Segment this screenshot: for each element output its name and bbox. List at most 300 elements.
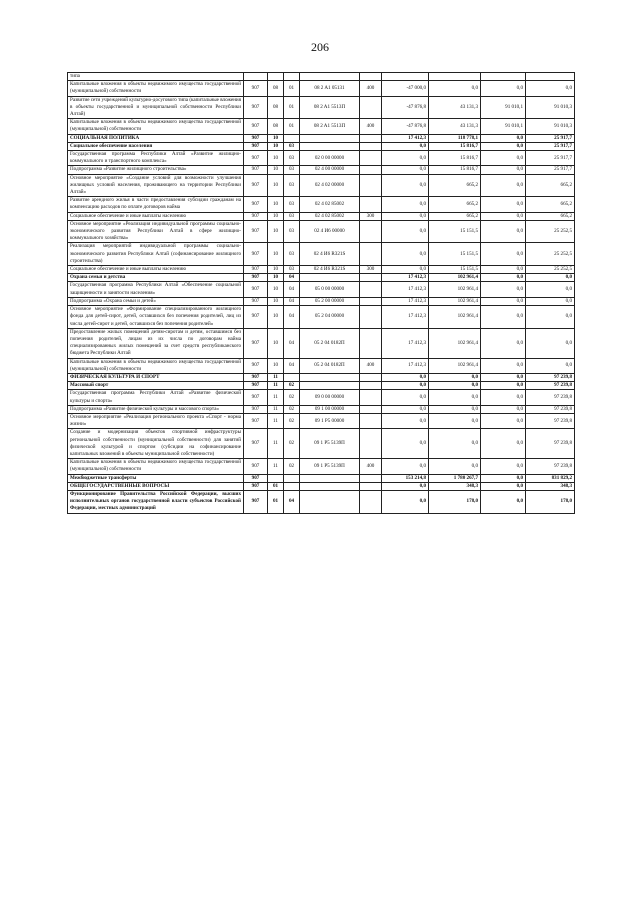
subsection-code: 03 [284,166,300,174]
amount-change: 0,0 [382,405,429,413]
target-article-code [300,474,360,482]
amount-change: 0,0 [382,373,429,381]
table-row [68,390,575,405]
amount-change: 0,0 [382,243,429,266]
admin-code: 907 [244,306,268,329]
amount-year-2: 831 829,2 [526,474,575,482]
table-row [68,81,575,96]
amount-year-2: 25 917,7 [526,151,575,166]
table-row [68,413,575,428]
target-article-code [300,134,360,142]
amount-year-1: 0,0 [429,459,481,474]
amount-year-1: 348,3 [429,482,481,490]
amount-change: 17 412,3 [382,328,429,358]
amount-year-1: 15 816,7 [429,151,481,166]
section-code: 10 [268,358,284,373]
subsection-code: 04 [284,328,300,358]
admin-code: 907 [244,266,268,274]
section-code: 10 [268,297,284,305]
section-code: 10 [268,142,284,150]
expense-type-code [360,413,382,428]
admin-code: 907 [244,174,268,197]
section-code: 08 [268,96,284,119]
expense-type-code [360,490,382,513]
admin-code: 907 [244,358,268,373]
amount-year-2: 0,0 [526,282,575,297]
admin-code: 907 [244,413,268,428]
subsection-code: 04 [284,282,300,297]
amount-change: 0,0 [382,142,429,150]
amount-change: 0,0 [382,212,429,220]
row-name: Развитие арендного жилья в части предоставления субсидии гражданам на компенсацию расходов по оплате договоров найма [68,197,244,212]
subsection-code: 02 [284,459,300,474]
budget-table-container [67,72,574,514]
subsection-code: 01 [284,96,300,119]
amount-change: 0,0 [382,390,429,405]
amount-change-2: 0,0 [481,382,526,390]
table-row [68,474,575,482]
amount-year-1: 15 151,5 [429,220,481,243]
table-row [68,266,575,274]
amount-change-2: 0,0 [481,490,526,513]
subsection-code [284,482,300,490]
amount-year-1: 102 961,4 [429,274,481,282]
section-code: 10 [268,266,284,274]
amount-change: -47 876,8 [382,119,429,134]
target-article-code: 05 2 04 00000 [300,306,360,329]
amount-year-1: 1 780 267,7 [429,474,481,482]
amount-change: 0,0 [382,482,429,490]
amount-change-2: 0,0 [481,243,526,266]
row-name: Социальное обеспечение населения [68,142,244,150]
amount-change: 0,0 [382,266,429,274]
amount-change-2: 91 010,1 [481,119,526,134]
amount-change-2: 0,0 [481,297,526,305]
admin-code: 907 [244,382,268,390]
target-article-code [300,73,360,81]
amount-year-1: 0,0 [429,413,481,428]
row-name: Социальное обеспечение и иные выплаты населению [68,212,244,220]
amount-change: 17 412,3 [382,282,429,297]
amount-year-1: 43 131,3 [429,96,481,119]
table-row [68,166,575,174]
admin-code: 907 [244,134,268,142]
amount-change-2: 0,0 [481,166,526,174]
table-row [68,482,575,490]
table-row [68,373,575,381]
target-article-code: 05 0 00 00000 [300,282,360,297]
amount-year-2: 0,0 [526,306,575,329]
amount-year-2: 97 239,8 [526,429,575,459]
section-code: 10 [268,151,284,166]
amount-year-1: 43 131,3 [429,119,481,134]
row-name: Капитальные вложения в объекты недвижимого имущества государственной (муниципальной) собственности [68,459,244,474]
admin-code: 907 [244,220,268,243]
section-code [268,73,284,81]
amount-year-1: 0,0 [429,81,481,96]
amount-change-2: 0,0 [481,306,526,329]
amount-change-2: 0,0 [481,142,526,150]
table-row [68,151,575,166]
table-row [68,220,575,243]
section-code: 10 [268,166,284,174]
row-name: Массовый спорт [68,382,244,390]
expense-type-code [360,297,382,305]
table-row [68,73,575,81]
amount-year-2: 348,3 [526,482,575,490]
amount-year-2: 25 917,7 [526,134,575,142]
row-name: Основное мероприятие «Реализация регионального проекта «Спорт - норма жизни» [68,413,244,428]
expense-type-code [360,197,382,212]
amount-year-1: 0,0 [429,373,481,381]
expense-type-code [360,382,382,390]
section-code: 01 [268,490,284,513]
row-name: Капитальные вложения в объекты недвижимого имущества государственной (муниципальной) собственности [68,358,244,373]
row-name: Капитальные вложения в объекты недвижимого имущества государственной (муниципальной) собственности [68,81,244,96]
target-article-code: 09 1 P5 00000 [300,413,360,428]
amount-year-2: 25 917,7 [526,166,575,174]
admin-code: 907 [244,328,268,358]
admin-code: 907 [244,474,268,482]
expense-type-code: 400 [360,119,382,134]
amount-change: 17 412,3 [382,358,429,373]
row-name: Реализация мероприятий индивидуальной программы социально-экономического развития Республики Алтай (софинансирование жилищного строительства) [68,243,244,266]
row-name: ОБЩЕГОСУДАРСТВЕННЫЕ ВОПРОСЫ [68,482,244,490]
expense-type-code [360,96,382,119]
expense-type-code [360,142,382,150]
subsection-code: 04 [284,358,300,373]
section-code: 08 [268,81,284,96]
amount-year-1: 178,0 [429,490,481,513]
amount-year-2: 97 239,8 [526,382,575,390]
row-name: Создание и модернизация объектов спортивной инфраструктуры региональной собственности (муниципальной собственности) для занятий физической культурой и спортом (субсидии на софинансирование капитальных вложений в объекты муниципальной собственности) [68,429,244,459]
section-code: 11 [268,382,284,390]
amount-change: 0,0 [382,490,429,513]
amount-change-2: 0,0 [481,134,526,142]
subsection-code: 03 [284,266,300,274]
amount-year-1: 102 961,4 [429,282,481,297]
section-code: 10 [268,306,284,329]
admin-code: 907 [244,119,268,134]
expense-type-code [360,73,382,81]
expense-type-code [360,174,382,197]
amount-year-2: 665,2 [526,197,575,212]
target-article-code: 09 0 00 00000 [300,390,360,405]
table-row [68,282,575,297]
target-article-code [300,373,360,381]
amount-year-2: 97 239,8 [526,405,575,413]
amount-year-2: 91 010,3 [526,96,575,119]
budget-table-body [68,73,575,514]
subsection-code: 04 [284,297,300,305]
target-article-code [300,382,360,390]
target-article-code: 02 4 02 00000 [300,174,360,197]
amount-change-2: 0,0 [481,174,526,197]
target-article-code: 02 4 И6 00000 [300,220,360,243]
amount-change-2 [481,73,526,81]
amount-year-2: 25 917,7 [526,142,575,150]
table-row [68,490,575,513]
subsection-code: 02 [284,382,300,390]
expense-type-code [360,429,382,459]
target-article-code: 09 1 P5 5139П [300,429,360,459]
expense-type-code: 400 [360,81,382,96]
admin-code: 907 [244,459,268,474]
row-name: СОЦИАЛЬНАЯ ПОЛИТИКА [68,134,244,142]
amount-year-1: 665,2 [429,174,481,197]
table-row [68,358,575,373]
table-row [68,119,575,134]
amount-change-2: 0,0 [481,459,526,474]
budget-table [67,72,575,514]
target-article-code: 02 4 И6 R321S [300,266,360,274]
amount-year-2: 665,2 [526,174,575,197]
row-name: Функционирование Правительства Российской Федерации, высших исполнительных органов государственной власти субъектов Российской Федерации, местных администраций [68,490,244,513]
expense-type-code: 300 [360,212,382,220]
row-name: Основное мероприятие «Создание условий для возможности улучшения жилищных условий населения, проживающего на территории Республики Алтай» [68,174,244,197]
admin-code: 907 [244,482,268,490]
admin-code [244,73,268,81]
amount-year-2: 97 239,8 [526,413,575,428]
section-code: 10 [268,212,284,220]
amount-change-2: 0,0 [481,328,526,358]
amount-change [382,73,429,81]
amount-change-2: 0,0 [481,266,526,274]
row-name: Государственная программа Республики Алтай «Развитие физической культуры и спорта» [68,390,244,405]
target-article-code: 08 2 A1 5513П [300,119,360,134]
table-row [68,212,575,220]
target-article-code: 05 2 04 0182П [300,358,360,373]
target-article-code: 08 2 A1 05131 [300,81,360,96]
expense-type-code [360,282,382,297]
table-row [68,134,575,142]
row-name: Охрана семьи и детства [68,274,244,282]
table-row [68,96,575,119]
expense-type-code [360,166,382,174]
section-code: 10 [268,197,284,212]
target-article-code: 02 0 00 00000 [300,151,360,166]
subsection-code: 03 [284,197,300,212]
amount-change: 153 214,8 [382,474,429,482]
amount-year-2: 25 252,5 [526,266,575,274]
row-name: Государственная программа Республики Алтай «Развитие жилищно-коммунального и транспортного комплекса» [68,151,244,166]
admin-code: 907 [244,274,268,282]
amount-change: 0,0 [382,382,429,390]
admin-code: 907 [244,405,268,413]
amount-year-1: 118 778,1 [429,134,481,142]
expense-type-code [360,328,382,358]
section-code: 01 [268,482,284,490]
subsection-code: 03 [284,142,300,150]
subsection-code: 04 [284,274,300,282]
section-code: 11 [268,459,284,474]
subsection-code: 03 [284,174,300,197]
amount-change: 17 412,3 [382,306,429,329]
section-code: 10 [268,282,284,297]
table-row [68,429,575,459]
admin-code: 907 [244,142,268,150]
section-code: 10 [268,243,284,266]
amount-change: -47 876,8 [382,96,429,119]
amount-year-1: 665,2 [429,197,481,212]
target-article-code [300,482,360,490]
expense-type-code: 400 [360,459,382,474]
expense-type-code [360,243,382,266]
section-code: 10 [268,134,284,142]
subsection-code: 02 [284,429,300,459]
amount-change-2: 0,0 [481,405,526,413]
section-code: 11 [268,413,284,428]
admin-code: 907 [244,197,268,212]
amount-year-1: 0,0 [429,382,481,390]
section-code [268,474,284,482]
section-code: 10 [268,274,284,282]
subsection-code: 02 [284,390,300,405]
amount-year-1: 102 961,4 [429,297,481,305]
amount-change-2: 0,0 [481,212,526,220]
section-code: 11 [268,429,284,459]
subsection-code: 03 [284,243,300,266]
amount-year-1: 102 961,4 [429,358,481,373]
table-row [68,297,575,305]
amount-year-1: 102 961,4 [429,328,481,358]
admin-code: 907 [244,212,268,220]
expense-type-code [360,134,382,142]
amount-year-2 [526,73,575,81]
target-article-code: 08 2 A1 5513П [300,96,360,119]
row-name: Социальное обеспечение и иные выплаты населению [68,266,244,274]
amount-change: 0,0 [382,197,429,212]
admin-code: 907 [244,81,268,96]
amount-year-1: 0,0 [429,390,481,405]
row-name: Основное мероприятие «Реализация индивидуальной программы социально-экономического развития Республики Алтай в сфере жилищно-коммунального хозяйства» [68,220,244,243]
amount-year-1: 0,0 [429,429,481,459]
admin-code: 907 [244,96,268,119]
amount-year-2: 25 252,5 [526,243,575,266]
expense-type-code [360,373,382,381]
row-name: Подпрограмма «Развитие физической культуры и массового спорта» [68,405,244,413]
expense-type-code [360,274,382,282]
subsection-code: 03 [284,212,300,220]
amount-year-1: 665,2 [429,212,481,220]
subsection-code: 03 [284,220,300,243]
subsection-code: 04 [284,490,300,513]
row-name: Развитие сети учреждений культурно-досугового типа (капитальные вложения в объекты государственной и муниципальной собственности Республики Алтай) [68,96,244,119]
target-article-code: 09 1 P5 5139П [300,459,360,474]
amount-change-2: 0,0 [481,151,526,166]
subsection-code: 02 [284,405,300,413]
target-article-code: 02 4 02 85002 [300,197,360,212]
page-number: 206 [311,40,329,54]
row-name: Подпрограмма «Развитие жилищного строительства» [68,166,244,174]
target-article-code [300,142,360,150]
target-article-code: 09 1 00 00000 [300,405,360,413]
amount-change-2: 0,0 [481,274,526,282]
subsection-code [284,474,300,482]
amount-change: 0,0 [382,166,429,174]
amount-year-2: 97 239,8 [526,390,575,405]
amount-change-2: 0,0 [481,482,526,490]
amount-year-1 [429,73,481,81]
amount-change-2: 0,0 [481,197,526,212]
expense-type-code [360,306,382,329]
target-article-code: 02 4 02 85002 [300,212,360,220]
amount-change-2: 0,0 [481,220,526,243]
amount-change: 17 412,3 [382,297,429,305]
amount-change: 17 412,3 [382,134,429,142]
amount-year-1: 0,0 [429,405,481,413]
subsection-code: 01 [284,119,300,134]
amount-change: 0,0 [382,459,429,474]
table-row [68,174,575,197]
table-row [68,243,575,266]
row-name: Государственная программа Республики Алтай «Обеспечение социальной защищенности и занятости населения» [68,282,244,297]
table-row [68,382,575,390]
table-row [68,405,575,413]
amount-year-1: 15 151,5 [429,266,481,274]
amount-change-2: 0,0 [481,429,526,459]
admin-code: 907 [244,282,268,297]
admin-code: 907 [244,243,268,266]
amount-change: 0,0 [382,174,429,197]
admin-code: 907 [244,490,268,513]
section-code: 11 [268,390,284,405]
subsection-code: 03 [284,151,300,166]
expense-type-code [360,390,382,405]
row-name: Основное мероприятие «Формирование специализированного жилищного фонда для детей-сирот, детей, оставшихся без попечения родителей, лиц из числа детей-сирот и детей, оставшихся без попечения родителей» [68,306,244,329]
admin-code: 907 [244,429,268,459]
table-row [68,142,575,150]
amount-year-2: 25 252,5 [526,220,575,243]
target-article-code: 05 2 00 00000 [300,297,360,305]
amount-year-2: 178,0 [526,490,575,513]
amount-change-2: 91 010,1 [481,96,526,119]
admin-code: 907 [244,390,268,405]
amount-year-2: 0,0 [526,358,575,373]
amount-year-2: 0,0 [526,297,575,305]
expense-type-code [360,220,382,243]
expense-type-code: 400 [360,358,382,373]
section-code: 10 [268,220,284,243]
subsection-code: 01 [284,81,300,96]
amount-change-2: 0,0 [481,413,526,428]
table-row [68,306,575,329]
subsection-code: 02 [284,413,300,428]
amount-year-2: 665,2 [526,212,575,220]
amount-year-2: 91 010,3 [526,119,575,134]
amount-change-2: 0,0 [481,373,526,381]
admin-code: 907 [244,297,268,305]
amount-year-1: 15 816,7 [429,166,481,174]
section-code: 10 [268,328,284,358]
amount-year-2: 0,0 [526,274,575,282]
expense-type-code [360,474,382,482]
expense-type-code [360,482,382,490]
amount-change-2: 0,0 [481,81,526,96]
table-row [68,274,575,282]
row-name: Межбюджетные трансферты [68,474,244,482]
amount-year-1: 15 816,7 [429,142,481,150]
expense-type-code: 300 [360,266,382,274]
target-article-code [300,274,360,282]
amount-year-2: 97 239,8 [526,459,575,474]
target-article-code: 02 4 И6 R321S [300,243,360,266]
admin-code: 907 [244,166,268,174]
amount-change-2: 0,0 [481,390,526,405]
amount-change: 0,0 [382,413,429,428]
amount-change: 0,0 [382,429,429,459]
subsection-code [284,373,300,381]
